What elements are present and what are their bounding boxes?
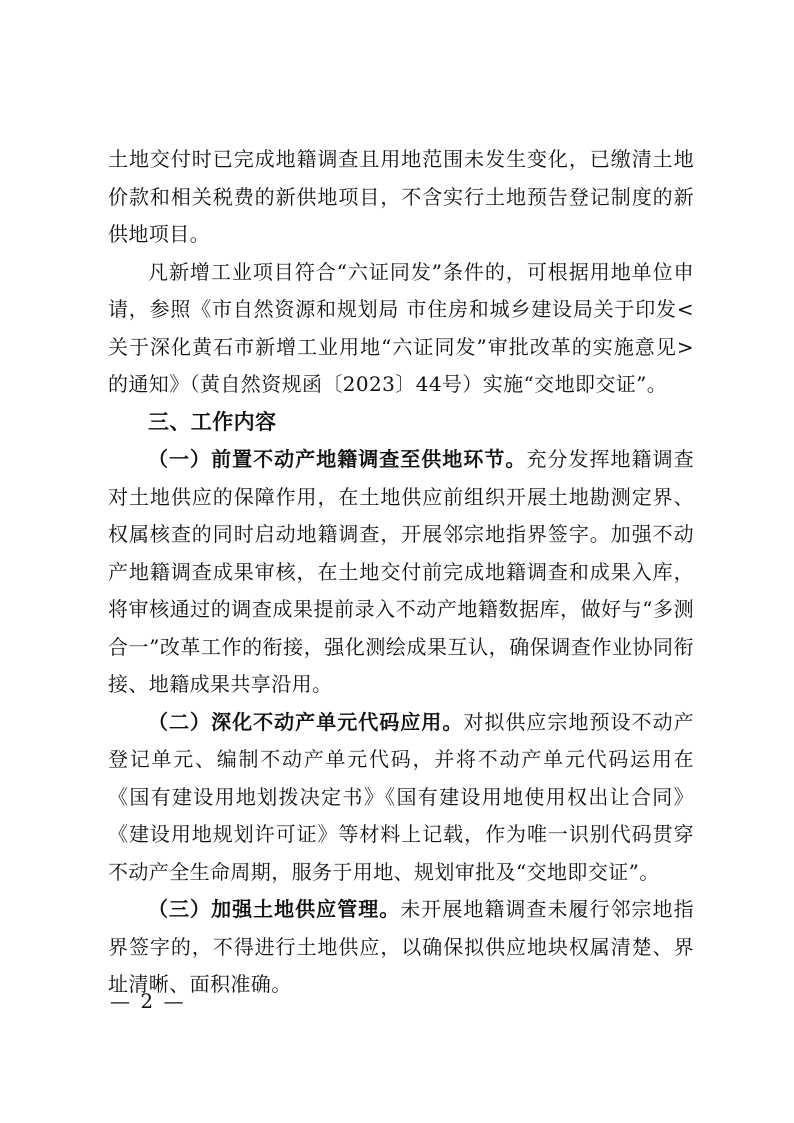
item-three [108,891,694,1004]
paragraph-continued: 土地交付时已完成地籍调查且用地范围未发生变化，已缴清土地价款和相关税费的新供地项目，不含实行土地预告登记制度的新供地项目。 [108,147,694,246]
item-one-text: 充分发挥地籍调查对土地供应的保障作用，在土地供应前组织开展土地勘测定界、权属核查的同时启动地籍调查，开展邻宗地指界签字。加强不动产地籍调查成果审核，在土地交付前完成地籍调查和成果入库，将审核通过的调查成果提前录入不动产地籍数据库，做好与“多测合一”改革工作的衔接，强化测绘成果互认，确保调查作业协同衔接、地籍成果共享沿用。 [108,447,695,696]
item-one-lead: （一）前置不动产地籍调查至供地环节。 [148,447,527,471]
item-two-lead: （二）深化不动产单元代码应用。 [148,709,464,734]
item-three-text: 未开展地籍调查未履行邻宗地指界签字的，不得进行土地供应，以确保拟供应地块权属清楚、界址清晰、面积准确。 [108,897,694,996]
item-two-text: 对拟供应宗地预设不动产登记单元、编制不动产单元代码，并将不动产单元代码运用在《国有建设用地划拨决定书》《国有建设用地使用权出让合同》《建设用地规划许可证》等材料上记载，作为唯一识别代码贯穿不动产全生命周期，服务于用地、规划审批及“交地即交证”。 [108,709,694,884]
paragraph-six-certificates: 凡新增工业项目符合“六证同发”条件的，可根据用地单位申请，参照《市自然资源和规划局 市住房和城乡建设局关于印发<关于深化黄石市新增工业用地“六证同发”审批改革的实施意见>的通知》（黄自然资规函〔2023〕44号）实施“交地即交证”。 [108,259,694,396]
page-number: — 2 — [110,989,186,1013]
item-three-lead: （三）加强土地供应管理。 [148,897,401,921]
document-body [108,141,694,1004]
section-heading: 三、工作内容 [148,409,277,434]
item-one [108,441,694,704]
item-two [108,704,694,892]
